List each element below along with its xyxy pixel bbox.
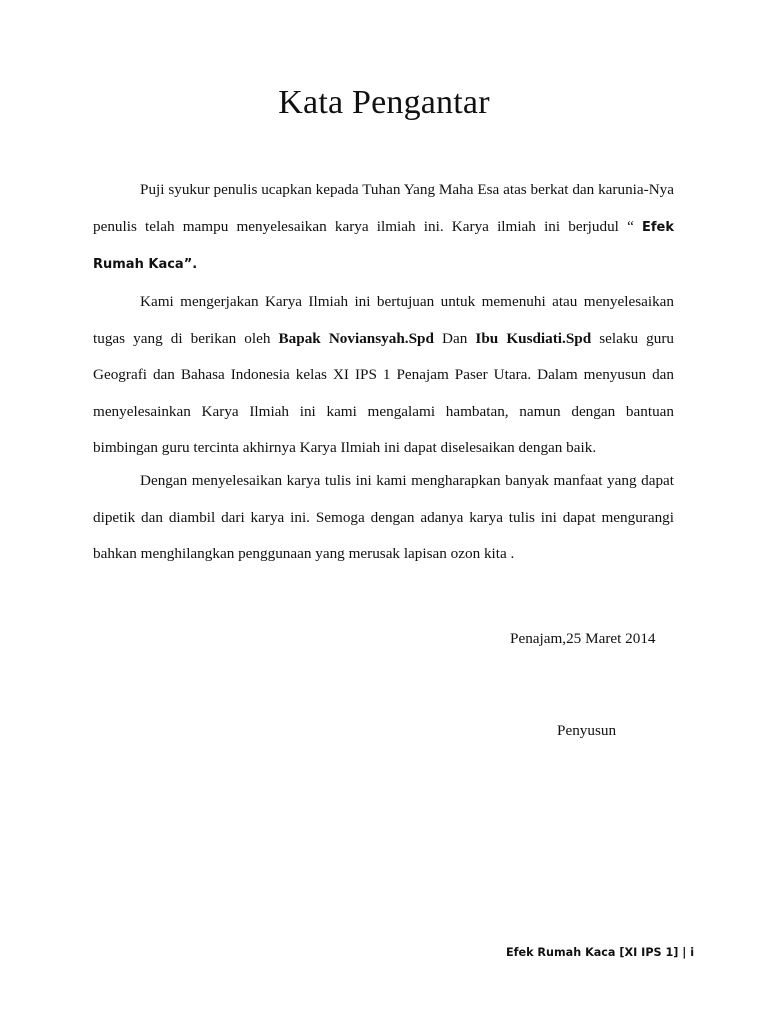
- place-date: Penajam,25 Maret 2014: [510, 630, 656, 647]
- paragraph-2: [93, 284, 674, 467]
- footer-page-number: i: [690, 946, 695, 959]
- paragraph-2-text-3: selaku guru Geografi dan Bahasa Indonesia kelas XI IPS 1 Penajam Paser Utara. Dalam menyusun dan menyelesainkan Karya Ilmiah ini kami mengalami hambatan, namun dengan bantuan bimbingan guru tercinta akhirnya Karya Ilmiah ini dapat diselesaikan dengan baik.: [93, 329, 674, 456]
- page-title: Kata Pengantar: [278, 84, 490, 121]
- paragraph-3: Dengan menyelesaikan karya tulis ini kami mengharapkan banyak manfaat yang dapat dipetik dan diambil dari karya ini. Semoga dengan adanya karya tulis ini dapat mengurangi bahkan menghilangkan penggunaan yang merusak lapisan ozon kita .: [93, 472, 674, 562]
- signature-label: Penyusun: [557, 722, 617, 739]
- paragraph-1-text: Puji syukur penulis ucapkan kepada Tuhan Yang Maha Esa atas berkat dan karunia-Nya penulis telah mampu menyelesaikan karya ilmiah ini. Karya ilmiah ini berjudul “: [93, 181, 674, 235]
- paragraph-2-text-1: Kami mengerjakan Karya Ilmiah ini bertujuan untuk memenuhi atau menyelesaikan tugas yang di berikan oleh: [93, 293, 674, 347]
- page-footer: [506, 946, 694, 959]
- paragraph-2-teacher-2: Ibu Kusdiati.Spd: [475, 329, 592, 347]
- paragraph-2-teacher-1: Bapak Noviansyah.Spd: [278, 329, 434, 347]
- paragraph-2-text-2: Dan: [433, 329, 476, 347]
- paragraph-1-title-bold: Efek: [642, 219, 674, 235]
- footer-label: Efek Rumah Kaca [XI IPS 1] |: [506, 946, 691, 959]
- paragraph-1-title-bold-2: Rumah Kaca”.: [93, 257, 198, 272]
- paragraph-1: [93, 172, 674, 284]
